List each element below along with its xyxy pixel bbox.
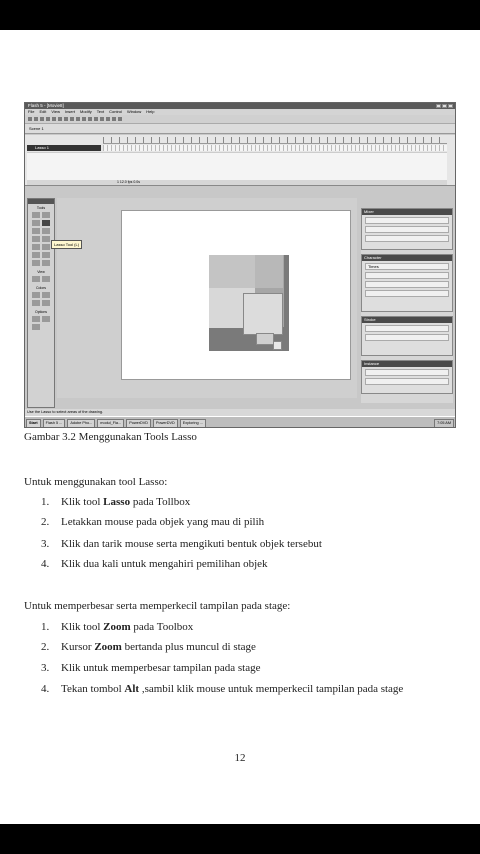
preview-icon (52, 117, 56, 121)
text-part: Tekan tombol (61, 683, 125, 695)
stroke-color-icon (32, 292, 40, 298)
save-icon (40, 117, 44, 121)
toolbox-colors-label: Colors (35, 286, 47, 290)
main-toolbar (25, 115, 455, 124)
tray-clock: 7:05 AM (434, 419, 454, 428)
list-item (0, 538, 480, 554)
list-text (61, 683, 403, 695)
fill-color-icon (42, 292, 50, 298)
pen-tool-icon (32, 228, 40, 234)
print-icon (46, 117, 50, 121)
timeline-empty-area (27, 152, 447, 183)
ink-tool-icon (32, 252, 40, 258)
list-text (61, 621, 193, 633)
art-tiny-square (273, 341, 282, 350)
list-item (0, 496, 480, 512)
task-flash: Flash 5 ... (43, 419, 66, 428)
subselect-tool-icon (42, 212, 50, 218)
bucket-tool-icon (42, 252, 50, 258)
menu-window: Window (127, 109, 142, 114)
layer-frames (103, 145, 447, 151)
polygon-mode-icon (32, 324, 40, 330)
mixer-row (365, 235, 449, 242)
list-text (61, 538, 322, 550)
option-tools (28, 314, 54, 332)
section2-intro: Untuk memperbesar serta memperkecil tampilan pada stage: (24, 600, 291, 612)
text-part: bertanda plus muncul di stage (121, 641, 256, 653)
menu-file: File (28, 109, 35, 114)
bold-text: Zoom (103, 621, 131, 633)
menu-help: Help (146, 109, 155, 114)
mixer-panel-title: Mixer (362, 209, 452, 215)
menu-control: Control (109, 109, 123, 114)
list-item (0, 641, 480, 657)
mixer-row (365, 226, 449, 233)
arrow-tool-icon (32, 212, 40, 218)
list-number: 3. (41, 662, 50, 674)
lasso-tooltip: Lasso Tool (L) (51, 240, 82, 249)
list-number: 3. (41, 538, 50, 550)
taskbar (25, 416, 455, 428)
list-item (0, 683, 480, 699)
stroke-panel (361, 316, 453, 356)
menu-modify: Modify (79, 109, 92, 114)
snap-icon (88, 117, 92, 121)
text-part: Klik tool (61, 496, 104, 508)
task-powerdvd-2: PowerDVD (153, 419, 178, 428)
bottom-black-bar (0, 824, 480, 854)
list-text (61, 558, 268, 570)
instance-panel (361, 360, 453, 394)
list-text (61, 496, 190, 508)
menu-insert: Insert (64, 109, 75, 114)
brush-tool-icon (42, 244, 50, 250)
character-row (365, 290, 449, 297)
zoom-tool-icon (42, 276, 50, 282)
text-part: Klik dan tarik mouse serta mengikuti bentuk objek tersebut (61, 538, 322, 550)
line-tool-icon (32, 220, 40, 226)
list-item (0, 558, 480, 574)
copy-icon (64, 117, 68, 121)
list-number: 4. (41, 683, 50, 695)
list-number: 4. (41, 558, 50, 570)
art-selected-square (243, 293, 283, 335)
pencil-tool-icon (32, 244, 40, 250)
character-panel (361, 254, 453, 312)
list-item (0, 621, 480, 637)
list-item (0, 662, 480, 678)
stroke-panel-title: Stroke (362, 317, 452, 323)
hand-tool-icon (32, 276, 40, 282)
close-icon (448, 104, 453, 108)
toolbox-view-label: View (37, 270, 45, 274)
menu-edit: Edit (39, 109, 47, 114)
timeline (25, 135, 455, 186)
font-field: Times (365, 263, 449, 270)
art-small-square (256, 333, 274, 345)
instance-row (365, 378, 449, 385)
wand-settings-icon (42, 316, 50, 322)
task-modul: modul_Fla... (97, 419, 124, 428)
mixer-panel (361, 208, 453, 250)
oval-tool-icon (32, 236, 40, 242)
list-number: 1. (41, 621, 50, 633)
art-grey-square (255, 255, 283, 288)
menu-view: View (51, 109, 60, 114)
color-tools (28, 290, 54, 308)
text-part: ,sambil klik mouse untuk memperkecil tampilan pada stage (139, 683, 404, 695)
task-powerdvd-1: PowerDVD (126, 419, 151, 428)
straighten-icon (100, 117, 104, 121)
eraser-tool-icon (42, 260, 50, 266)
tool-grid (28, 210, 54, 268)
text-part: Letakkan mouse pada objek yang mau di pilih (61, 516, 265, 528)
window-title: Flash 5 - [Movie8] (25, 103, 455, 109)
rectangle-tool-icon (42, 236, 50, 242)
stage (121, 210, 351, 380)
character-row (365, 281, 449, 288)
stroke-row (365, 325, 449, 332)
text-tool-icon (42, 228, 50, 234)
task-photoshop: Adobe Pho... (67, 419, 95, 428)
maximize-icon (442, 104, 447, 108)
character-row (365, 272, 449, 279)
bold-text: Lasso (103, 496, 131, 508)
redo-icon (82, 117, 86, 121)
align-icon (118, 117, 122, 121)
dropper-tool-icon (32, 260, 40, 266)
list-text (61, 641, 256, 653)
new-file-icon (28, 117, 32, 121)
top-black-bar (0, 0, 480, 30)
bold-text: Zoom (94, 641, 122, 653)
menu-text: Text (96, 109, 105, 114)
mixer-row (365, 217, 449, 224)
figure-caption: Gambar 3.2 Menggunakan Tools Lasso (24, 431, 197, 443)
timeline-ruler (103, 137, 447, 144)
toolbox-title: Tools (36, 206, 46, 210)
toolbox-header (28, 199, 54, 204)
layer-row: Lasso 1 (27, 145, 101, 151)
list-number: 2. (41, 516, 50, 528)
instance-panel-title: Instance (362, 361, 452, 367)
lasso-tool-icon (42, 220, 50, 226)
start-button: Start (26, 419, 41, 428)
scale-icon (112, 117, 116, 121)
stroke-row (365, 334, 449, 341)
smooth-icon (94, 117, 98, 121)
scene-bar: Scene 1 (25, 124, 455, 134)
view-tools (28, 274, 54, 284)
list-number: 1. (41, 496, 50, 508)
timeline-status: 1 12.0 fps 0.0s (27, 180, 447, 185)
text-part: Klik tool (61, 621, 104, 633)
toolbox-options-label: Options (34, 310, 48, 314)
text-part: pada Tollbox (130, 496, 191, 508)
undo-icon (76, 117, 80, 121)
flash-screenshot (24, 102, 456, 428)
cut-icon (58, 117, 62, 121)
minimize-icon (436, 104, 441, 108)
page-number: 12 (234, 752, 246, 764)
rotate-icon (106, 117, 110, 121)
list-text (61, 516, 264, 528)
text-part: Klik dua kali untuk mengahiri pemilihan objek (61, 558, 268, 570)
swap-colors-icon (32, 300, 40, 306)
open-icon (34, 117, 38, 121)
magic-wand-icon (32, 316, 40, 322)
toolbox (27, 198, 55, 408)
art-light-square (209, 255, 255, 288)
status-line: Use the Lasso to select areas of the drawing. (25, 409, 455, 416)
list-item (0, 516, 480, 532)
text-part: Kursor (61, 641, 95, 653)
window-controls (436, 104, 453, 108)
list-text (61, 662, 260, 674)
text-part: Klik untuk memperbesar tampilan pada stage (61, 662, 261, 674)
section1-intro: Untuk menggunakan tool Lasso: (24, 476, 168, 488)
default-colors-icon (42, 300, 50, 306)
panel-stack (361, 208, 453, 403)
paste-icon (70, 117, 74, 121)
toolbar-icons (28, 117, 122, 121)
character-panel-title: Character (362, 255, 452, 261)
task-exploring: Exploring ... (180, 419, 206, 428)
text-part: pada Toolbox (130, 621, 194, 633)
bold-text: Alt (124, 683, 140, 695)
list-number: 2. (41, 641, 50, 653)
instance-row (365, 369, 449, 376)
